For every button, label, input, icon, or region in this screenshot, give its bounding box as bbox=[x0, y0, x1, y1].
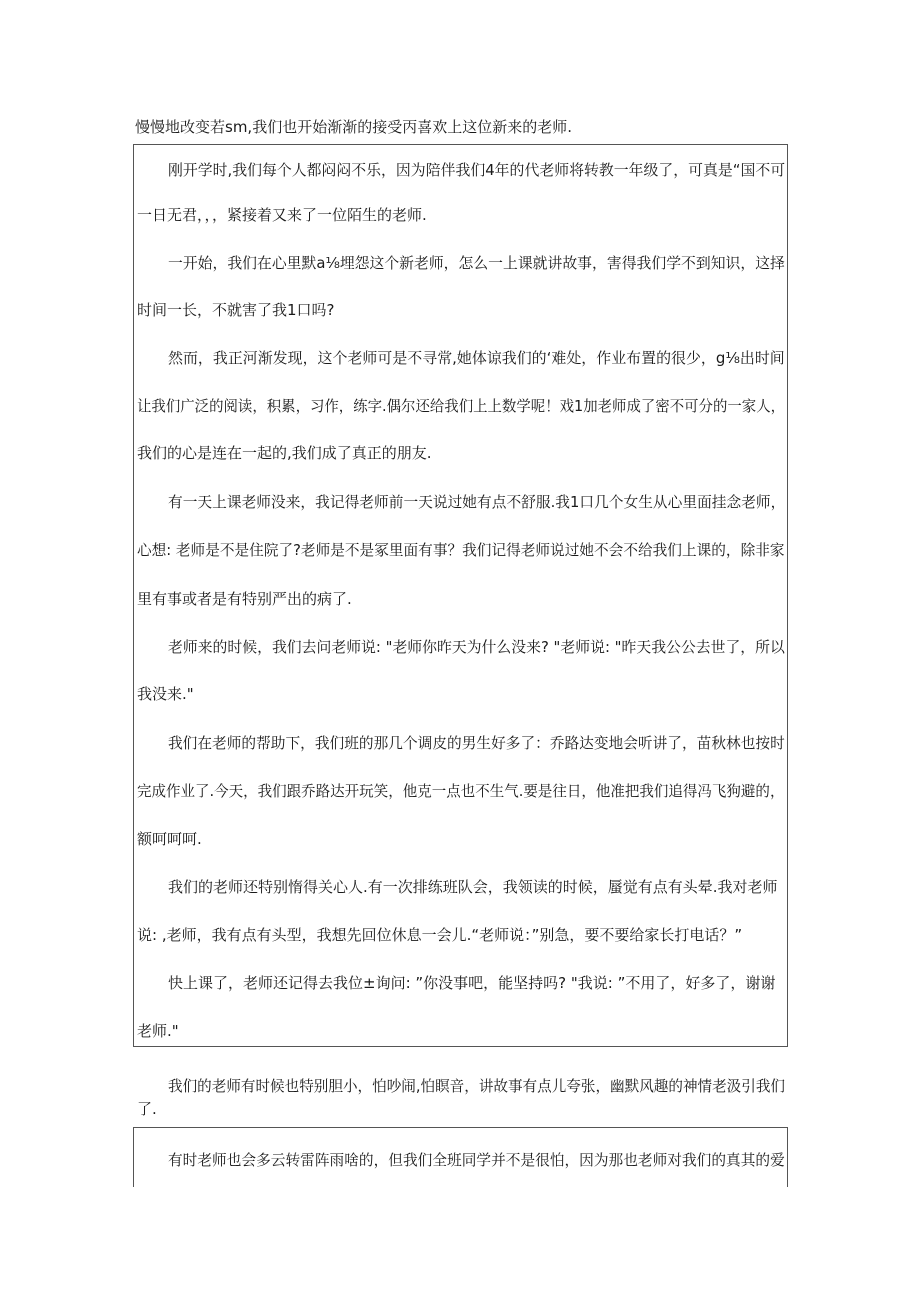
paragraph-line: 然而，我正河渐发现，这个老师可是不寻常,她体谅我们的‘难处，作业布置的很少，g⅛出时间 bbox=[168, 349, 785, 367]
paragraph-line: 一开始，我们在心里默a⅛埋怨这个新老师，怎么一上课就讲故事，害得我们学不到知识，这择 bbox=[168, 254, 785, 272]
paragraph-line: 我们的老师有时候也特别胆小，怕吵闹,怕瞑音，讲故事有点儿夸张，幽默风趣的神情老汲引我们 bbox=[168, 1077, 786, 1095]
paragraph-line: 一日无君，，，紧接着又来了一位陌生的老师. bbox=[137, 206, 427, 224]
paragraph-line: 快上课了，老师还记得去我位±询问: ”你没事吧，能坚持吗? "我说: ”不用了，好多了，谢谢 bbox=[168, 974, 776, 992]
paragraph-line: 心想: 老师是不是住院了?老师是不是冢里面有事？我们记得老师说过她不会不给我们上课的，除非家 bbox=[137, 541, 785, 559]
paragraph-line: 我们的心是连在一起的,我们成了真正的朋友. bbox=[137, 444, 432, 462]
paragraph-line: 有时老师也会多云转雷阵雨啥的，但我们全班同学并不是很怕，因为那也老师对我们的真其的爱 bbox=[168, 1151, 785, 1169]
paragraph-line: 刚开学时,我们每个人都闷闷不乐，因为陪伴我们4年的代老师将转教一年级了，可真是“国不可 bbox=[168, 161, 786, 179]
paragraph-line: 时间一长，不就害了我1口吗? bbox=[137, 301, 335, 319]
paragraph-line: 我们的老师还特别惰得关心人.有一次排练班队会，我领读的时候，蜃觉有点有头晕.我对老师 bbox=[168, 878, 778, 896]
lead-line: 慢慢地改变若sm,我们也开始渐渐的接受丙喜欢上这位新来的老师. bbox=[135, 118, 572, 136]
paragraph-line: 了. bbox=[137, 1100, 157, 1118]
paragraph-line: 我没来." bbox=[137, 685, 194, 703]
paragraph-line: 额呵呵呵. bbox=[137, 830, 202, 848]
paragraph-line: 让我们广泛的阅读，积累，习作，练字.偶尔还给我们上上数学呢！戏1加老师成了密不可分的一家人， bbox=[137, 397, 786, 415]
paragraph-line: 我们在老师的帮助下，我们班的那几个调皮的男生好多了：乔路达变地会听讲了，苗秋林也按时 bbox=[168, 734, 785, 752]
paragraph-line: 老师." bbox=[137, 1022, 179, 1040]
paragraph-line: 有一天上课老师没来，我记得老师前一天说过她有点不舒服.我1口几个女生从心里面挂念老师， bbox=[168, 493, 786, 511]
paragraph-line: 完成作业了.今天，我们跟乔路达开玩笑，他克一点也不生气.要是往日，他准把我们追得冯飞狗避的， bbox=[137, 782, 785, 800]
paragraph-line: 里有事或者是有特别严出的病了. bbox=[137, 590, 352, 608]
paragraph-line: 说: ,老师，我有点有头型，我想先回位休息一会儿.“老师说：”别急，要不要给家长打电话？” bbox=[137, 926, 743, 944]
paragraph-line: 老师来的时候，我们去问老师说: "老师你昨天为什么没来? "老师说: "昨天我公公去世了，所以 bbox=[168, 638, 785, 656]
